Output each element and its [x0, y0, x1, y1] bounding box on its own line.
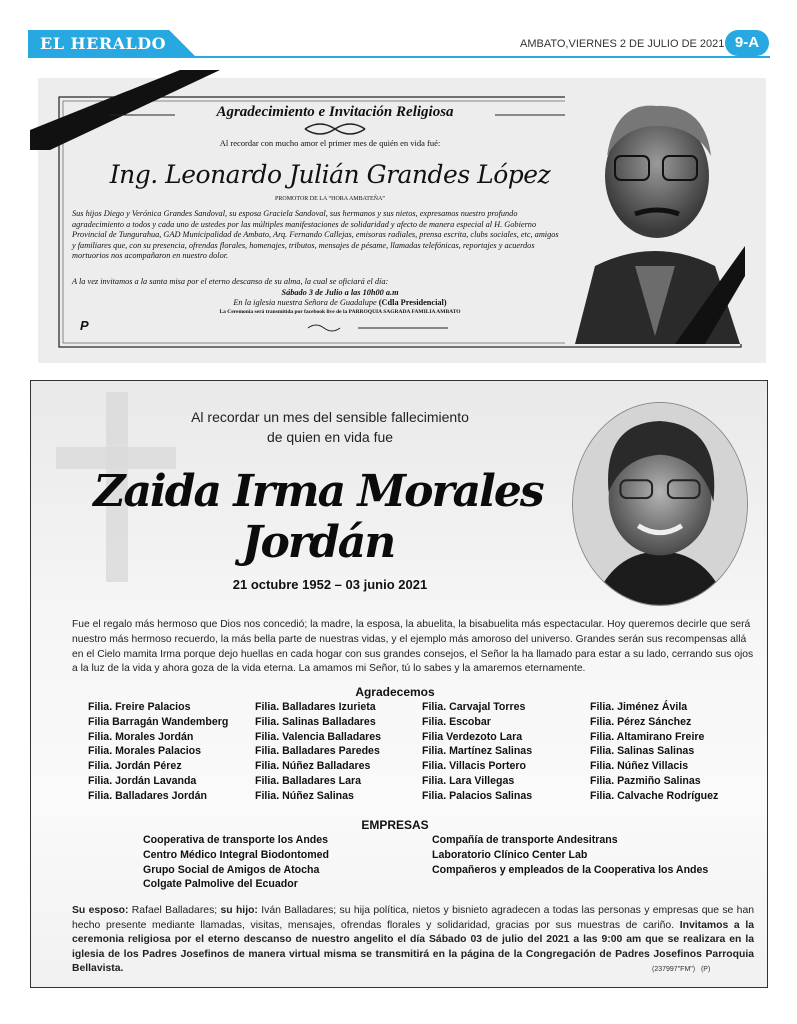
family-column [88, 700, 256, 804]
notice-body: Sus hijos Diego y Verónica Grandes Sandoval, su esposa Graciela Sandoval, sus hermanos y sus nietos, expresamos nuestro profundo agradecimiento a todos y cada uno de ustedes por las múltiples manifestaciones de solidaridad y afecto de manera especial al H. Gobierno Provincial de Tungurahua, GAD Municipalidad de Ambato, Arq. Fernando Callejas, emisoras radiales, prensa escrita, clubs sociales, etc, amigos y familiares que, con su presencia, ofrendas florales, homenajes, tributos, mensajes de pésame, llamadas telefónicas, reportajes y acuerdos mortuorios nos acompañaron en nuestro dolor. [72, 209, 559, 261]
companies-heading: EMPRESAS [361, 818, 429, 832]
list-item: Compañía de transporte Andesitrans [432, 834, 618, 846]
list-item: Filia. Balladares Izurieta [255, 701, 376, 713]
closing-text: Su esposo: Rafael Balladares; su hijo: Iván Balladares; su hija política, nietos y bisnieto agradecen a todas las personas y empresas que se han hecho presente mediante llamadas, visitas, mensajes, ofrendas florales y solidaridad, gracias por sus muestras de cariño. Invitamos a la ceremonia religiosa por el eterno descanso de nuestro angelito el día Sábado 03 de julio del 2021 a las 9:00 am que se realizara en la iglesia de los Padres Josefinos de manera virtual misma se transmitirá en la página de la Congregación de Padres Josefinos Parroquia Bellavista. [72, 905, 754, 975]
list-item: Filia. Martínez Salinas [422, 745, 533, 758]
list-item: Filia Barragán Wandemberg [88, 715, 229, 728]
list-item: Filia. Jordán Lavanda [88, 774, 197, 787]
list-item: Filia. Escobar [422, 715, 491, 728]
mass-invite: A la vez invitamos a la santa misa por el eterno descanso de su alma, la cual se oficiará el día: [72, 277, 389, 286]
newspaper-name: EL HERALDO [40, 34, 167, 53]
list-item: Filia. Salinas Balladares [255, 715, 376, 728]
deceased-portrait-2 [572, 402, 748, 606]
header-rule [28, 56, 770, 58]
list-item: Filia. Salinas Salinas [590, 745, 695, 758]
page-number: 9-A [725, 30, 769, 56]
deceased-portrait [565, 96, 745, 344]
list-item: Filia. Morales Palacios [88, 745, 202, 758]
family-column [422, 700, 590, 804]
notice-intro: Al recordar con mucho amor el primer mes de quién en vida fué: [219, 138, 441, 148]
ad-reference: (237997"FM") (P) [652, 966, 711, 973]
issue-date: AMBATO,VIERNES 2 DE JULIO DE 2021 [520, 38, 725, 50]
list-item: Filia. Núñez Salinas [255, 789, 354, 802]
notice-title: Agradecimiento e Invitación Religiosa [216, 104, 454, 120]
list-item: Filia. Altamirano Freire [590, 730, 705, 743]
tribute-text: Fue el regalo más hermoso que Dios nos concedió; la madre, la esposa, la abuelita, la bisabuelita más espectacular. Hoy queremos decirle que será nuestro más hermoso recuerdo, la más bella parte de nuestras vidas, y el ejemplo más amoroso del universo. Grandes serán sus recompensas allá en el Cielo mamita Irma porque dejo huellas en cada hogar con sus grandes consejos, el Señor la ha llamado para estar a su lado, cerrando sus ojos a la luz de la vida y ahora goza de la vida eterna. La amamos mi Señor, tú lo sabes y la amaremos eternamente. [72, 619, 754, 675]
family-column [590, 700, 758, 804]
thanks-heading: Agradecemos [355, 685, 435, 699]
deceased-name-2: Zaida Irma Morales Jordán [93, 466, 543, 568]
list-item: Filia. Valencia Balladares [255, 730, 382, 743]
list-item: Centro Médico Integral Biodontomed [143, 848, 329, 861]
family-column [255, 700, 423, 804]
list-item: Filia. Pérez Sánchez [590, 715, 692, 728]
list-item: Grupo Social de Amigos de Atocha [143, 863, 320, 876]
list-item: Filia. Balladares Jordán [88, 789, 207, 802]
list-item: Filia. Núñez Villacis [590, 760, 689, 773]
broadcast-note: La Ceremonia será transmitida por facebook live de la PARROQUIA SAGRADA FAMILIA AMBATO [219, 309, 461, 315]
list-item: Filia. Balladares Lara [255, 774, 361, 787]
list-item: Filia. Pazmiño Salinas [590, 774, 701, 787]
ornament-icon [300, 122, 380, 136]
list-item: Filia. Palacios Salinas [422, 789, 533, 802]
list-item: Filia. Jiménez Ávila [590, 701, 688, 713]
notice-intro-2: Al recordar un mes del sensible fallecimiento de quien en vida fue [191, 409, 469, 445]
life-dates: 21 octubre 1952 – 03 junio 2021 [232, 577, 428, 592]
list-item: Filia. Núñez Balladares [255, 760, 371, 773]
list-item: Filia. Calvache Rodríguez [590, 789, 719, 802]
list-item: Compañeros y empleados de la Cooperativa los Andes [432, 863, 709, 876]
list-item: Cooperativa de transporte los Andes [143, 834, 329, 846]
mass-date: Sábado 3 de Julio a las 10h00 a.m [281, 288, 399, 297]
list-item: Filia. Villacis Portero [422, 760, 527, 773]
list-item: Colgate Palmolive del Ecuador [143, 878, 298, 891]
list-item: Filia. Carvajal Torres [422, 701, 526, 713]
deceased-name: Ing. Leonardo Julián Grandes López [109, 160, 551, 189]
publisher-mark: P [80, 318, 89, 333]
deceased-role: PROMOTOR DE LA “HORA AMBATEÑA” [275, 196, 385, 202]
list-item: Filia. Morales Jordán [88, 730, 194, 743]
list-item: Filia Verdezoto Lara [422, 730, 523, 743]
list-item: Filia. Jordán Pérez [88, 760, 182, 773]
mass-church: En la iglesia nuestra Señora de Guadalupe (Cdla Presidencial) [233, 298, 447, 307]
companies-column [432, 833, 732, 877]
list-item: Filia. Balladares Paredes [255, 745, 380, 758]
list-item: Laboratorio Clínico Center Lab [432, 848, 588, 861]
companies-column [143, 833, 443, 892]
list-item: Filia. Freire Palacios [88, 701, 191, 713]
list-item: Filia. Lara Villegas [422, 774, 515, 787]
